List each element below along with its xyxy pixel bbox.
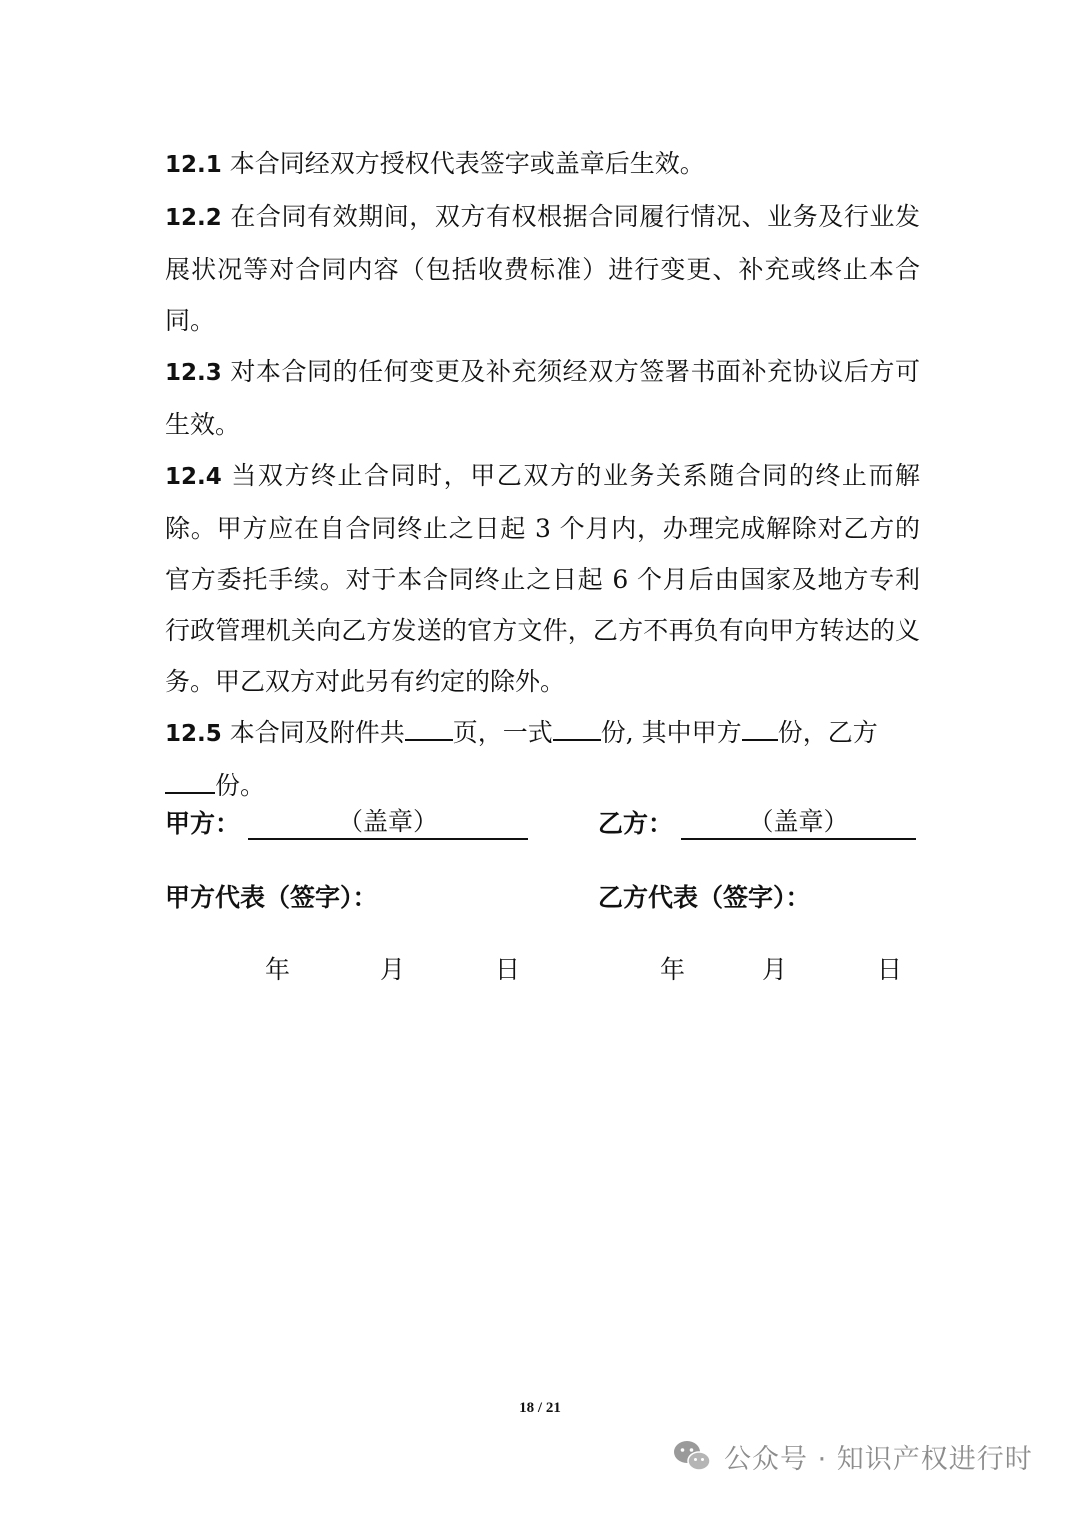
clause-12-3: [165, 346, 920, 450]
party-a-rep-label: 甲方代表（签字）：: [165, 883, 378, 912]
clause-text: 页，一式: [452, 718, 553, 747]
blank-party-a-copies[interactable]: [742, 713, 778, 741]
clause-number: 12.3: [165, 360, 222, 386]
date-month: 月: [762, 955, 788, 984]
page-number: 18 / 21: [519, 1400, 561, 1416]
clause-number: 12.2: [165, 205, 222, 231]
date-day: 日: [877, 955, 903, 984]
party-b-rep-label: 乙方代表（签字）：: [598, 883, 811, 912]
clause-text: 在合同有效期间，双方有权根据合同履行情况、业务及行业发展状况等对合同内容（包括收费标准）进行变更、补充或终止本合同。: [165, 202, 920, 335]
watermark-text: 公众号 · 知识产权进行时: [724, 1443, 1033, 1475]
blank-copies[interactable]: [553, 713, 601, 741]
clause-text: 本合同经双方授权代表签字或盖章后生效。: [229, 149, 705, 178]
clause-text: 份。: [215, 771, 266, 800]
clause-number: 12.1: [165, 152, 222, 178]
clause-12-5: [165, 707, 920, 811]
contract-clauses: [165, 138, 920, 811]
clause-text: 份, 其中甲方: [600, 718, 742, 747]
date-year: 年: [660, 955, 686, 984]
watermark: [672, 1434, 1033, 1478]
clause-12-1: [165, 138, 920, 191]
party-a-seal-field[interactable]: （盖章）: [248, 806, 528, 840]
clause-12-4: [165, 450, 920, 707]
clause-number: 12.5: [165, 721, 222, 747]
clause-number: 12.4: [165, 464, 222, 490]
clause-text: 当双方终止合同时，甲乙双方的业务关系随合同的终止而解除。甲方应在自合同终止之日起 3 个月内，办理完成解除对乙方的官方委托手续。对于本合同终止之日起 6 个月后由国家及地方专利行政管理机关向乙方发送的官方文件，乙方不再负有向甲方转达的义务。甲乙双方对此另有约定的除外。: [165, 461, 920, 696]
blank-party-b-copies[interactable]: [165, 766, 215, 794]
clause-text: 本合同及附件共: [229, 718, 405, 747]
date-day: 日: [495, 955, 521, 984]
clause-text: 对本合同的任何变更及补充须经双方签署书面补充协议后方可生效。: [165, 357, 920, 439]
date-year: 年: [265, 955, 291, 984]
party-b-label: 乙方：: [598, 809, 674, 838]
party-a-seal-row: [165, 804, 528, 840]
party-b-seal-field[interactable]: （盖章）: [681, 806, 916, 840]
clause-12-2: [165, 191, 920, 346]
party-a-label: 甲方：: [165, 809, 241, 838]
clause-text: 份，乙方: [777, 718, 878, 747]
blank-pages[interactable]: [405, 713, 453, 741]
date-month: 月: [380, 955, 406, 984]
party-b-seal-row: [598, 804, 916, 840]
wechat-icon: [672, 1439, 712, 1473]
